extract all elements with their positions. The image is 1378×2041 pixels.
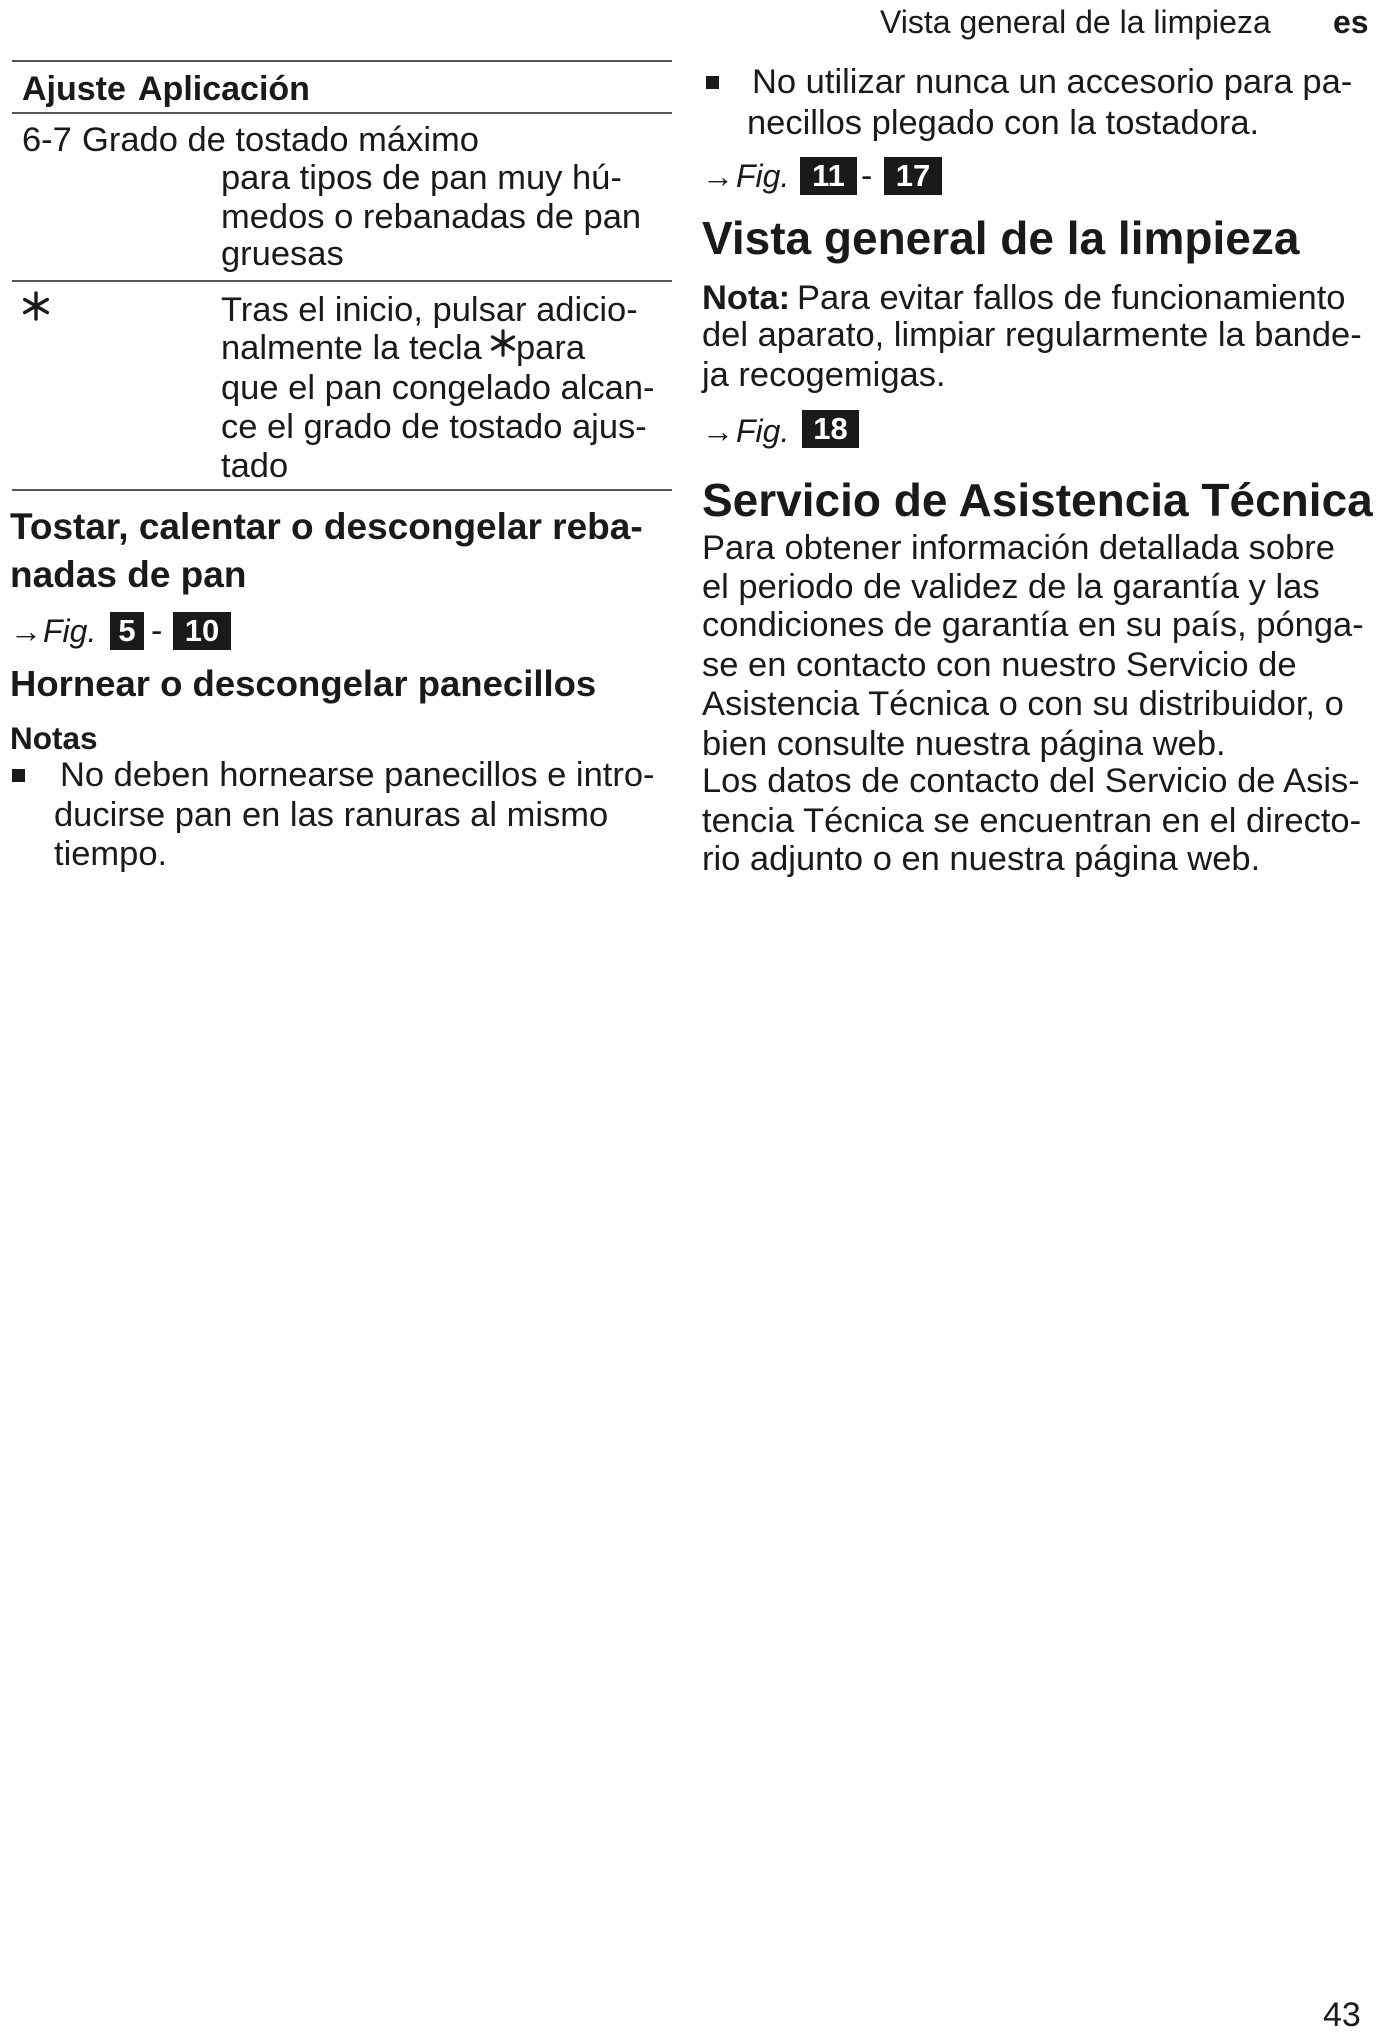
table-header-rule (12, 112, 672, 114)
fig-number-badge: 5 (110, 612, 144, 650)
row2-line-3: que el pan congelado alcan- (221, 369, 655, 407)
fig-arrow: → (702, 158, 734, 194)
section-heading-rolls: Hornear o descongelar panecillos (10, 663, 597, 704)
note-line-3: tiempo. (54, 835, 168, 873)
table-bottom-rule (12, 489, 672, 491)
row2-line-5: tado (221, 447, 289, 485)
service-heading: Servicio de Asistencia Técnica (702, 474, 1373, 526)
section-heading-toast-line2: nadas de pan (10, 554, 247, 595)
row2-line-1: Tras el inicio, pulsar adicio- (221, 291, 638, 329)
fig-label: Fig. (43, 613, 97, 649)
row2-line-2b: para (516, 329, 586, 367)
service-line-6: bien consulte nuestra página web. (702, 725, 1226, 763)
fig-range-dash: - (151, 612, 163, 650)
table-top-rule (12, 60, 672, 62)
nota-label: Nota: (702, 279, 791, 317)
notes-label: Notas (10, 720, 98, 756)
row1-line-4: gruesas (221, 235, 344, 273)
service-line-7: Los datos de contacto del Servicio de Asis- (702, 762, 1360, 800)
row1-setting: 6-7 (22, 121, 72, 159)
row1-line-2: para tipos de pan muy hú- (221, 159, 622, 197)
row2-line-2a: nalmente la tecla (221, 329, 482, 367)
note2-line-1: No utilizar nunca un accesorio para pa- (752, 63, 1353, 101)
running-header-title: Vista general de la limpieza (880, 4, 1271, 40)
nota-line-2: del aparato, limpiar regularmente la bande- (702, 316, 1362, 354)
row2-line-4: ce el grado de tostado ajus- (221, 408, 647, 446)
fig-number-badge: 10 (173, 612, 231, 650)
nota-line-3: ja recogemigas. (702, 356, 946, 394)
service-line-9: rio adjunto o en nuestra página web. (702, 840, 1261, 878)
fig-arrow: → (10, 613, 42, 649)
service-line-8: tencia Técnica se encuentran en el directo- (702, 802, 1362, 840)
table-row-rule (12, 280, 672, 282)
bullet-icon (12, 769, 25, 782)
fig-arrow: → (702, 413, 734, 449)
page-number: 43 (1323, 1996, 1361, 2034)
fig-number-badge: 18 (802, 410, 859, 448)
row1-line-1: Grado de tostado máximo (82, 121, 479, 159)
fig-number-badge: 17 (884, 157, 942, 195)
fig-range-dash: - (861, 157, 873, 195)
row1-line-3: medos o rebanadas de pan (221, 198, 642, 236)
nota-line-1: Para evitar fallos de funcionamiento (797, 279, 1346, 317)
fig-label: Fig. (736, 413, 790, 449)
service-line-4: se en contacto con nuestro Servicio de (702, 646, 1297, 684)
service-line-2: el periodo de validez de la garantía y las (702, 568, 1320, 606)
service-line-1: Para obtener información detallada sobre (702, 529, 1335, 567)
bullet-icon (706, 76, 719, 89)
snowflake-icon (489, 329, 517, 357)
table-header-application: Aplicación (138, 70, 310, 108)
cleaning-heading: Vista general de la limpieza (702, 212, 1300, 264)
note2-line-2: necillos plegado con la tostadora. (747, 104, 1260, 142)
language-code: es (1333, 4, 1369, 40)
fig-label: Fig. (736, 158, 790, 194)
table-header-setting: Ajuste (22, 70, 126, 108)
section-heading-toast-line1: Tostar, calentar o descongelar reba- (10, 506, 643, 547)
note-line-2: ducirse pan en las ranuras al mismo (54, 796, 609, 834)
fig-number-badge: 11 (800, 157, 857, 195)
service-line-3: condiciones de garantía en su país, pónga- (702, 606, 1364, 644)
note-line-1: No deben hornearse panecillos e intro- (60, 756, 655, 794)
snowflake-icon (21, 291, 51, 321)
service-line-5: Asistencia Técnica o con su distribuidor, o (702, 685, 1344, 723)
